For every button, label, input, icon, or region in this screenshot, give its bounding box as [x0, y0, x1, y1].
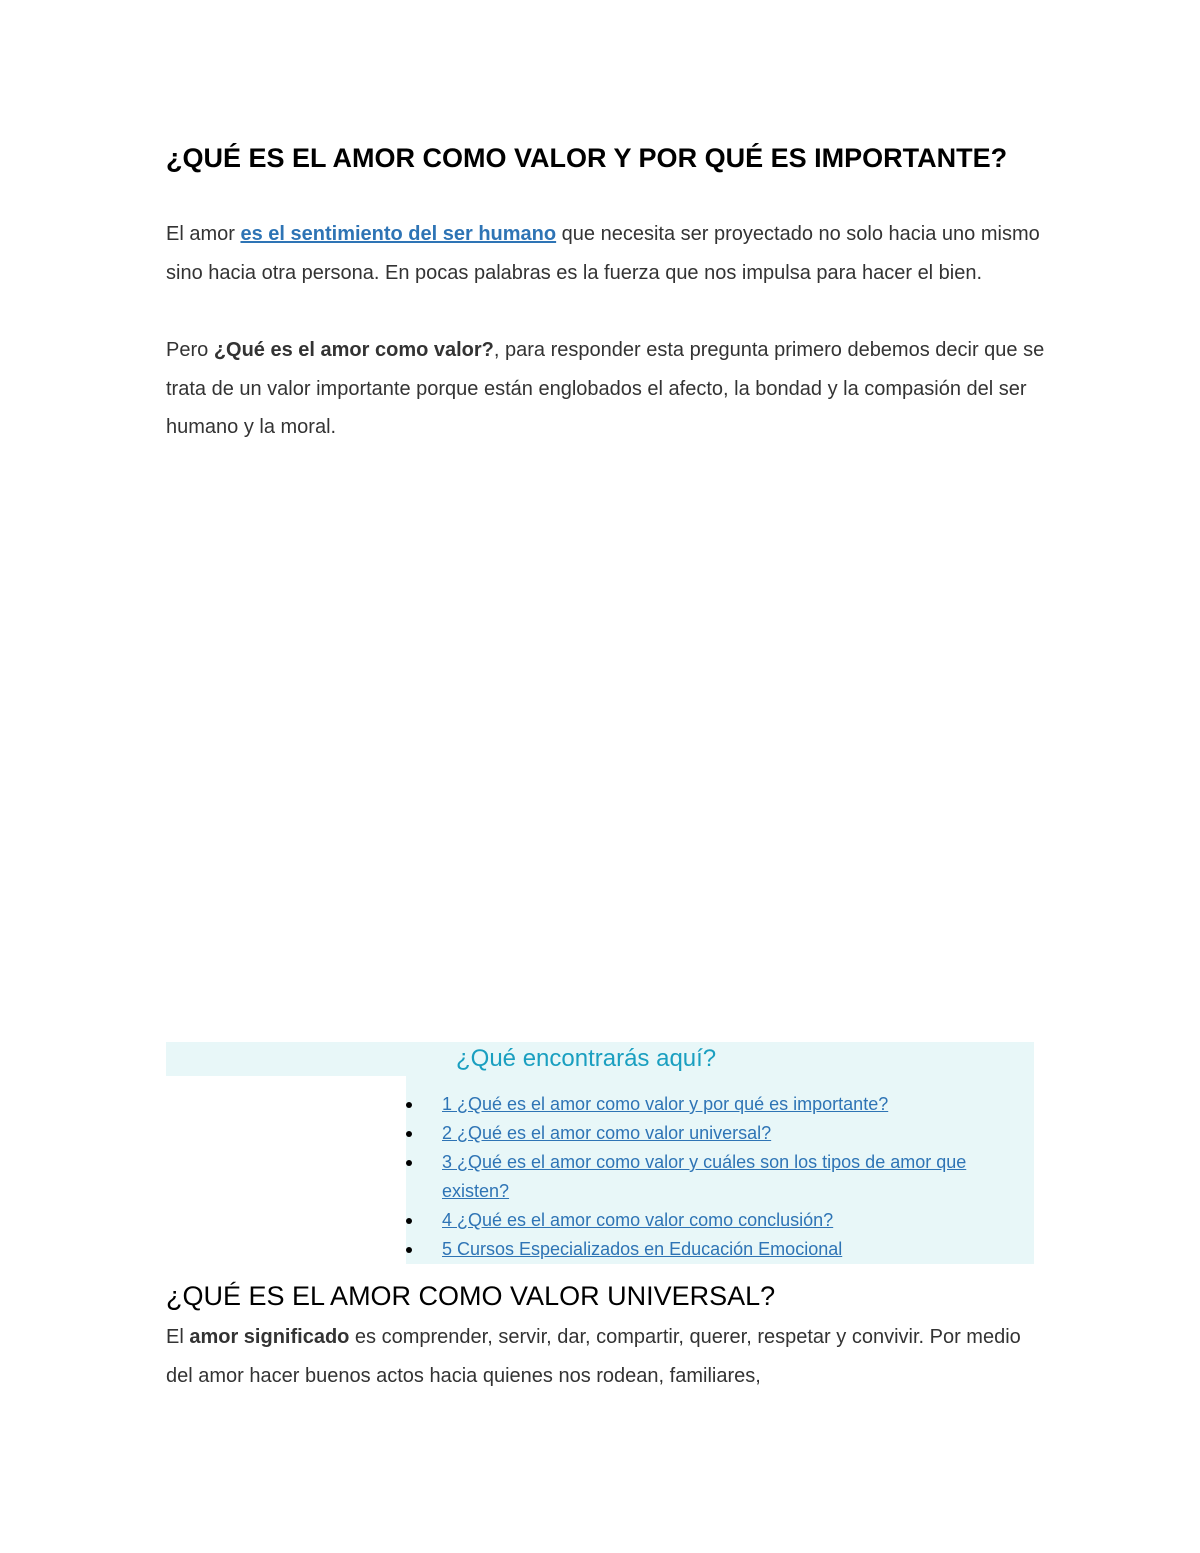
toc-item: [406, 1090, 1026, 1119]
toc-item: [406, 1119, 1026, 1148]
paragraph-text: , para responder esta pregunta primero debemos decir que se trata de un valor importante porque están englobados el afecto, la bondad y la compasión del ser humano y la moral.: [166, 339, 1045, 438]
paragraph-text: que necesita ser proyectado no solo hacia uno mismo sino hacia otra persona. En pocas palabras es la fuerza que nos impulsa para hacer el bien.: [166, 223, 1040, 284]
toc-link-2[interactable]: 2 ¿Qué es el amor como valor universal?: [442, 1123, 772, 1143]
toc-link-4[interactable]: 4 ¿Qué es el amor como valor como conclusión?: [442, 1210, 834, 1230]
toc-title: ¿Qué encontrarás aquí?: [456, 1045, 717, 1072]
section-heading-universal: ¿QUÉ ES EL AMOR COMO VALOR UNIVERSAL?: [166, 1281, 776, 1311]
bold-question: ¿Qué es el amor como valor?: [213, 339, 494, 361]
paragraph-text: Pero: [166, 339, 214, 361]
bullet-icon: [406, 1102, 412, 1108]
paragraph-text: es comprender, servir, dar, compartir, querer, respetar y convivir. Por medio del amor hacer buenos actos hacia quienes nos rodean, familiares,: [166, 1326, 1021, 1387]
toc-item: [406, 1148, 1026, 1206]
bullet-icon: [406, 1218, 412, 1224]
bold-term: amor significado: [189, 1326, 350, 1348]
bullet-icon: [406, 1131, 412, 1137]
bullet-icon: [406, 1247, 412, 1253]
section-heading-importance: ¿QUÉ ES EL AMOR COMO VALOR Y POR QUÉ ES IMPORTANTE?: [166, 143, 1008, 173]
toc-item: [406, 1235, 1026, 1264]
table-of-contents: [406, 1090, 1026, 1264]
paragraph-love-as-value: [166, 331, 1046, 447]
paragraph-love-definition: [166, 215, 1046, 292]
toc-link-5[interactable]: 5 Cursos Especializados en Educación Emocional: [442, 1239, 843, 1259]
toc-link-1[interactable]: 1 ¿Qué es el amor como valor y por qué es importante?: [442, 1094, 889, 1114]
toc-link-3[interactable]: 3 ¿Qué es el amor como valor y cuáles son los tipos de amor que existen?: [442, 1152, 967, 1201]
bullet-icon: [406, 1160, 412, 1166]
paragraph-text: El amor: [166, 223, 241, 245]
paragraph-love-meaning: [166, 1318, 1046, 1395]
link-sentimiento[interactable]: es el sentimiento del ser humano: [240, 223, 557, 245]
toc-item: [406, 1206, 1026, 1235]
paragraph-text: El: [166, 1326, 190, 1348]
